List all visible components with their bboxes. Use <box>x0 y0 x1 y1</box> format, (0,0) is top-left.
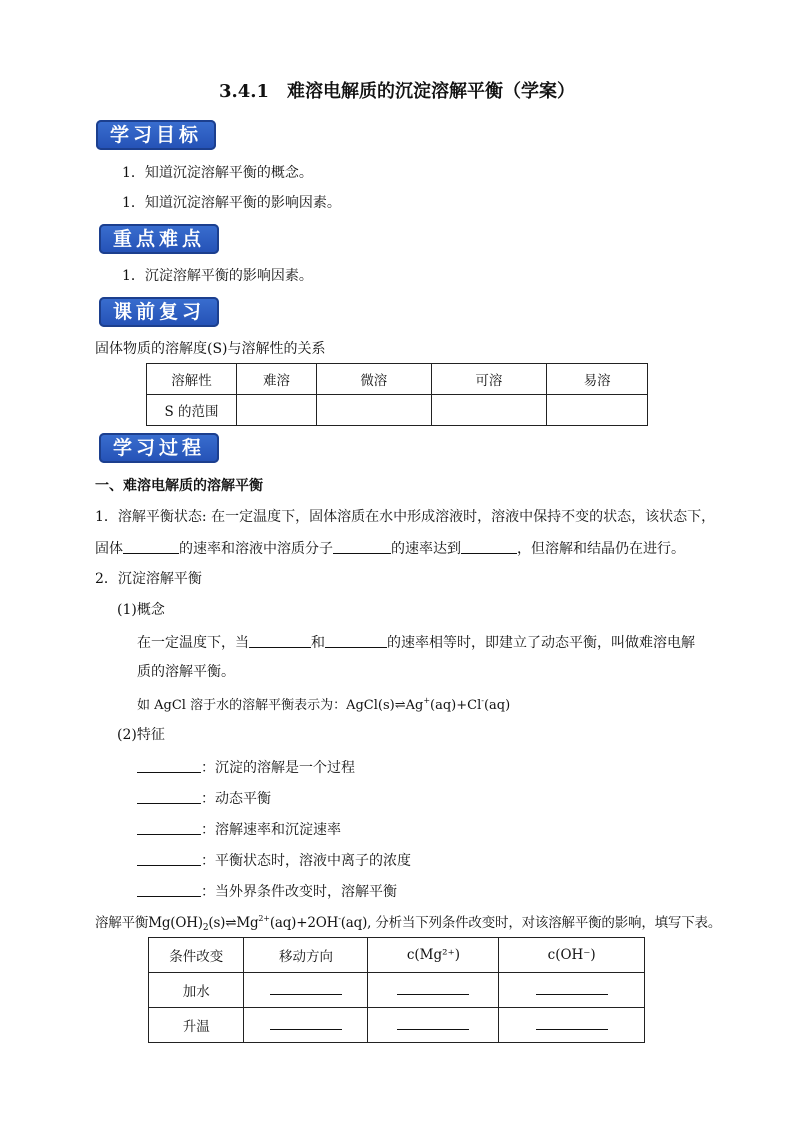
fill-blank <box>536 982 608 995</box>
table-header: 移动方向 <box>244 938 368 973</box>
feature-item <box>137 884 397 899</box>
text-span: 的速率达到 <box>391 541 461 557</box>
text-span: 的速率相等时，即建立了动态平衡，叫做难溶电解 <box>387 635 695 651</box>
fill-blank <box>461 541 517 554</box>
fill-blank <box>397 1017 469 1030</box>
text-span: (aq) <box>483 698 511 713</box>
fill-blank <box>325 635 387 648</box>
text-span: (aq), 分析当下列条件改变时，对该溶解平衡的影响，填写下表。 <box>340 915 722 931</box>
feature-item <box>137 760 355 775</box>
table-header: 易溶 <box>547 364 648 395</box>
table-header: 可溶 <box>431 364 547 395</box>
feature-item <box>137 853 411 868</box>
page-title: 3.4.1 难溶电解质的沉淀溶解平衡（学案） <box>218 81 576 102</box>
text-span: ：当外界条件改变时，溶解平衡 <box>201 884 397 900</box>
table-cell-blank <box>368 973 499 1008</box>
superscript: + <box>423 696 431 705</box>
feature-item <box>137 822 341 837</box>
table-cell-blank <box>499 973 645 1008</box>
table-header: 溶解性 <box>147 364 237 395</box>
concept-line1 <box>137 635 695 650</box>
table-header: 难溶 <box>236 364 316 395</box>
table-cell-blank <box>236 395 316 426</box>
condition-table <box>148 937 645 1043</box>
text-span: 的速率和溶液中溶质分子 <box>179 541 333 557</box>
objective-item: 1．知道沉淀溶解平衡的影响因素。 <box>122 195 341 211</box>
text-span: 如 AgCl 溶于水的溶解平衡表示为：AgCl(s)⇌Ag <box>137 698 424 713</box>
fill-blank <box>137 791 201 804</box>
badge-process: 学习过程 <box>99 433 219 463</box>
table-header: 微溶 <box>317 364 432 395</box>
table-cell-blank <box>499 1008 645 1043</box>
table-cell-blank <box>317 395 432 426</box>
objective-item: 1．知道沉淀溶解平衡的概念。 <box>122 165 313 181</box>
fill-blank <box>123 541 179 554</box>
table-cell-blank <box>431 395 547 426</box>
agcl-equation <box>137 697 510 712</box>
table-row-label: 加水 <box>149 973 244 1008</box>
subscript: 2 <box>202 923 209 933</box>
table-cell-blank <box>244 1008 368 1043</box>
fill-blank <box>270 1017 342 1030</box>
superscript: - <box>481 696 484 705</box>
solubility-table <box>146 363 648 426</box>
text-span: 固体 <box>95 541 123 557</box>
fill-blank <box>270 982 342 995</box>
text-span: ，但溶解和结晶仍在进行。 <box>517 541 685 557</box>
badge-key-points: 重点难点 <box>99 224 219 254</box>
fill-blank <box>397 982 469 995</box>
text-span: ：溶解速率和沉淀速率 <box>201 822 341 838</box>
table-cell-blank <box>244 973 368 1008</box>
item1-line1: 1．溶解平衡状态: 在一定温度下，固体溶质在水中形成溶液时，溶液中保持不变的状态，该状态下， <box>95 509 716 525</box>
text-span: (s)⇌Mg <box>208 915 259 931</box>
fill-blank <box>137 760 201 773</box>
table-header: c(OH⁻) <box>499 938 645 973</box>
table-cell-blank <box>368 1008 499 1043</box>
table-header: 条件改变 <box>149 938 244 973</box>
table-header: c(Mg²⁺) <box>368 938 499 973</box>
item1-line2 <box>95 541 685 556</box>
text-span: (aq)+Cl <box>430 698 482 713</box>
section-heading: 一、难溶电解质的溶解平衡 <box>95 478 263 494</box>
table-row-label: S 的范围 <box>147 395 237 426</box>
superscript: 2+ <box>258 914 270 923</box>
item2-heading: 2．沉淀溶解平衡 <box>95 571 202 587</box>
table-row <box>149 973 645 1008</box>
concept-label: (1)概念 <box>117 602 165 618</box>
text-span: ：沉淀的溶解是一个过程 <box>201 760 355 776</box>
text-span: 和 <box>311 635 325 651</box>
text-span: ：平衡状态时，溶液中离子的浓度 <box>201 853 411 869</box>
table-row <box>149 1008 645 1043</box>
fill-blank <box>249 635 311 648</box>
text-span: 溶解平衡Mg(OH) <box>95 915 203 931</box>
superscript: - <box>338 914 341 923</box>
fill-blank <box>137 822 201 835</box>
features-label: (2)特征 <box>117 727 165 743</box>
fill-blank <box>333 541 391 554</box>
key-point-item: 1．沉淀溶解平衡的影响因素。 <box>122 268 313 284</box>
table-cell-blank <box>547 395 648 426</box>
review-intro: 固体物质的溶解度(S)与溶解性的关系 <box>95 341 326 357</box>
mgoh2-equation <box>95 915 721 933</box>
fill-blank <box>536 1017 608 1030</box>
concept-line2: 质的溶解平衡。 <box>137 664 235 680</box>
badge-review: 课前复习 <box>99 297 219 327</box>
text-span: ：动态平衡 <box>201 791 271 807</box>
fill-blank <box>137 884 201 897</box>
fill-blank <box>137 853 201 866</box>
text-span: (aq)+2OH <box>269 915 339 931</box>
text-span: 在一定温度下，当 <box>137 635 249 651</box>
feature-item <box>137 791 271 806</box>
table-row-label: 升温 <box>149 1008 244 1043</box>
badge-objectives: 学习目标 <box>96 120 216 150</box>
